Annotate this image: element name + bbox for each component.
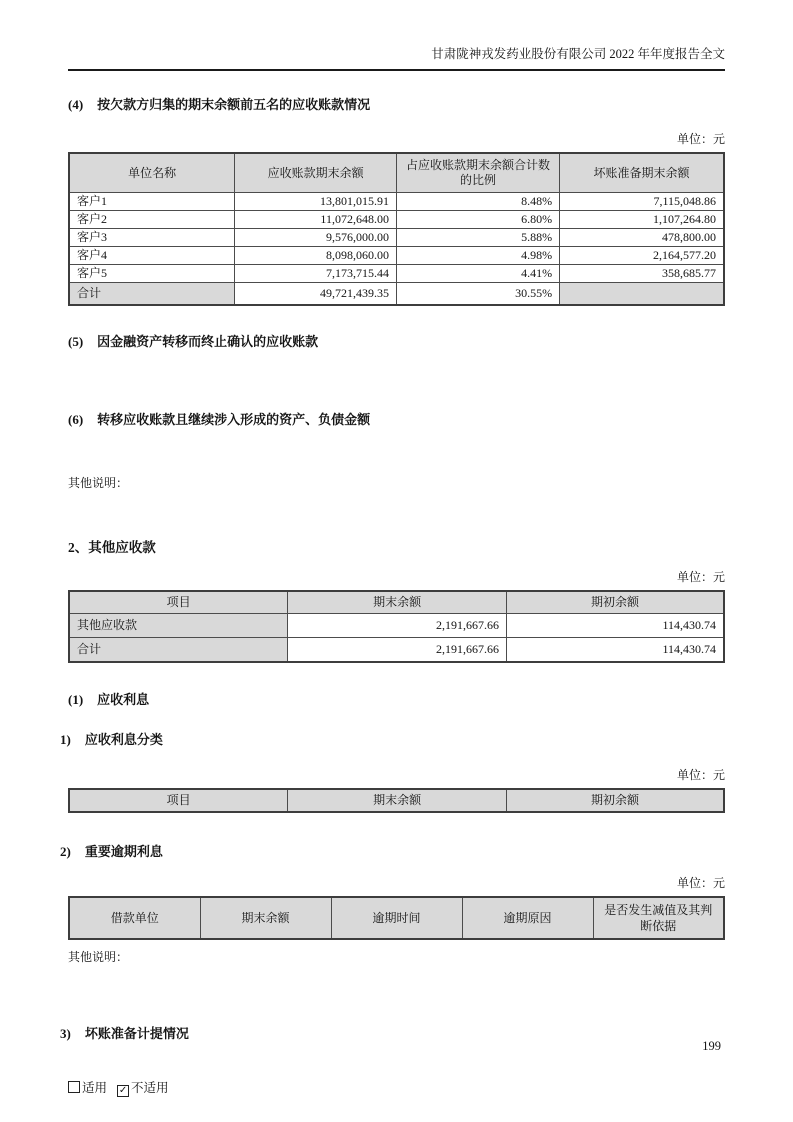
unit-label: 单位：元 bbox=[676, 876, 725, 890]
other-receivables-table bbox=[68, 590, 725, 663]
other-note-label: 其他说明： bbox=[68, 476, 129, 490]
not-applicable-checkbox-checked bbox=[117, 1085, 129, 1097]
applicability-line bbox=[68, 1080, 725, 1097]
bad-debt-provision-heading: 3) 坏账准备计提情况 bbox=[60, 1026, 189, 1041]
cell-ending-balance: 9,576,000.00 bbox=[235, 229, 397, 247]
section6-heading: (6) 转移应收账款且继续涉入形成的资产、负债金额 bbox=[68, 412, 371, 427]
overdue-interest-heading: 2) 重要逾期利息 bbox=[60, 844, 163, 859]
cell-total-ending: 2,191,667.66 bbox=[288, 638, 507, 663]
cell-ending-balance: 8,098,060.00 bbox=[235, 247, 397, 265]
cell-bad-debt: 358,685.77 bbox=[560, 265, 724, 283]
page-number: 199 bbox=[702, 1039, 721, 1053]
interest-classification-table bbox=[68, 788, 725, 813]
cell-bad-debt: 7,115,048.86 bbox=[560, 193, 724, 211]
column-header: 逾期时间 bbox=[331, 897, 462, 939]
interest-heading: (1) 应收利息 bbox=[68, 692, 150, 707]
cell-ratio: 6.80% bbox=[396, 211, 559, 229]
other-receivables-heading: 2、其他应收款 bbox=[68, 540, 156, 555]
cell-ending-balance: 11,072,648.00 bbox=[235, 211, 397, 229]
cell-unit-name: 客户2 bbox=[69, 211, 235, 229]
column-header: 应收账款期末余额 bbox=[235, 153, 397, 193]
table-total-row bbox=[69, 283, 724, 306]
column-header: 是否发生减值及其判断依据 bbox=[593, 897, 724, 939]
column-header: 期初余额 bbox=[507, 789, 724, 812]
overdue-interest-table bbox=[68, 896, 725, 940]
cell-bad-debt: 1,107,264.80 bbox=[560, 211, 724, 229]
cell-total-beginning: 114,430.74 bbox=[507, 638, 724, 663]
cell-ending-balance: 7,173,715.44 bbox=[235, 265, 397, 283]
table-row bbox=[69, 211, 724, 229]
column-header: 期末余额 bbox=[200, 897, 331, 939]
not-applicable-label: 不适用 bbox=[131, 1081, 169, 1095]
cell-total-bad-debt bbox=[560, 283, 724, 306]
table-row bbox=[69, 265, 724, 283]
column-header: 坏账准备期末余额 bbox=[560, 153, 724, 193]
table-row bbox=[69, 229, 724, 247]
cell-item: 其他应收款 bbox=[69, 614, 288, 638]
cell-ratio: 4.41% bbox=[396, 265, 559, 283]
cell-unit-name: 客户5 bbox=[69, 265, 235, 283]
cell-bad-debt: 2,164,577.20 bbox=[560, 247, 724, 265]
section4-heading: (4) 按欠款方归集的期末余额前五名的应收账款情况 bbox=[68, 97, 371, 112]
unit-label: 单位：元 bbox=[676, 570, 725, 584]
cell-total-ratio: 30.55% bbox=[396, 283, 559, 306]
column-header: 期末余额 bbox=[288, 591, 507, 614]
cell-total-label: 合计 bbox=[69, 283, 235, 306]
interest-class-heading: 1) 应收利息分类 bbox=[60, 732, 163, 747]
unit-label: 单位：元 bbox=[676, 768, 725, 782]
header-divider bbox=[68, 69, 725, 71]
cell-ending-balance: 13,801,015.91 bbox=[235, 193, 397, 211]
top5-receivables-table bbox=[68, 152, 725, 306]
cell-unit-name: 客户4 bbox=[69, 247, 235, 265]
cell-ending-balance: 2,191,667.66 bbox=[288, 614, 507, 638]
applicable-label: 适用 bbox=[82, 1081, 108, 1095]
column-header: 项目 bbox=[69, 789, 288, 812]
table-row bbox=[69, 247, 724, 265]
report-running-header: 甘肃陇神戎发药业股份有限公司 2022 年年度报告全文 bbox=[431, 47, 725, 61]
cell-bad-debt: 478,800.00 bbox=[560, 229, 724, 247]
applicable-checkbox-unchecked bbox=[68, 1081, 80, 1093]
table-header-row bbox=[69, 591, 724, 614]
column-header: 期末余额 bbox=[288, 789, 507, 812]
cell-total-ending: 49,721,439.35 bbox=[235, 283, 397, 306]
cell-ratio: 8.48% bbox=[396, 193, 559, 211]
section5-heading: (5) 因金融资产转移而终止确认的应收账款 bbox=[68, 334, 319, 349]
cell-beginning-balance: 114,430.74 bbox=[507, 614, 724, 638]
cell-ratio: 5.88% bbox=[396, 229, 559, 247]
table-header-row bbox=[69, 153, 724, 193]
cell-ratio: 4.98% bbox=[396, 247, 559, 265]
cell-total-label: 合计 bbox=[69, 638, 288, 663]
column-header: 占应收账款期末余额合计数的比例 bbox=[396, 153, 559, 193]
column-header: 项目 bbox=[69, 591, 288, 614]
table-row bbox=[69, 193, 724, 211]
table-total-row bbox=[69, 638, 724, 663]
column-header: 借款单位 bbox=[69, 897, 200, 939]
column-header: 期初余额 bbox=[507, 591, 724, 614]
unit-label: 单位：元 bbox=[676, 132, 725, 146]
table-row bbox=[69, 614, 724, 638]
table-header-row bbox=[69, 789, 724, 812]
other-note-label: 其他说明： bbox=[68, 950, 129, 964]
column-header: 逾期原因 bbox=[462, 897, 593, 939]
cell-unit-name: 客户3 bbox=[69, 229, 235, 247]
table-header-row bbox=[69, 897, 724, 939]
check-icon: ✓ bbox=[118, 1085, 128, 1096]
column-header: 单位名称 bbox=[69, 153, 235, 193]
cell-unit-name: 客户1 bbox=[69, 193, 235, 211]
